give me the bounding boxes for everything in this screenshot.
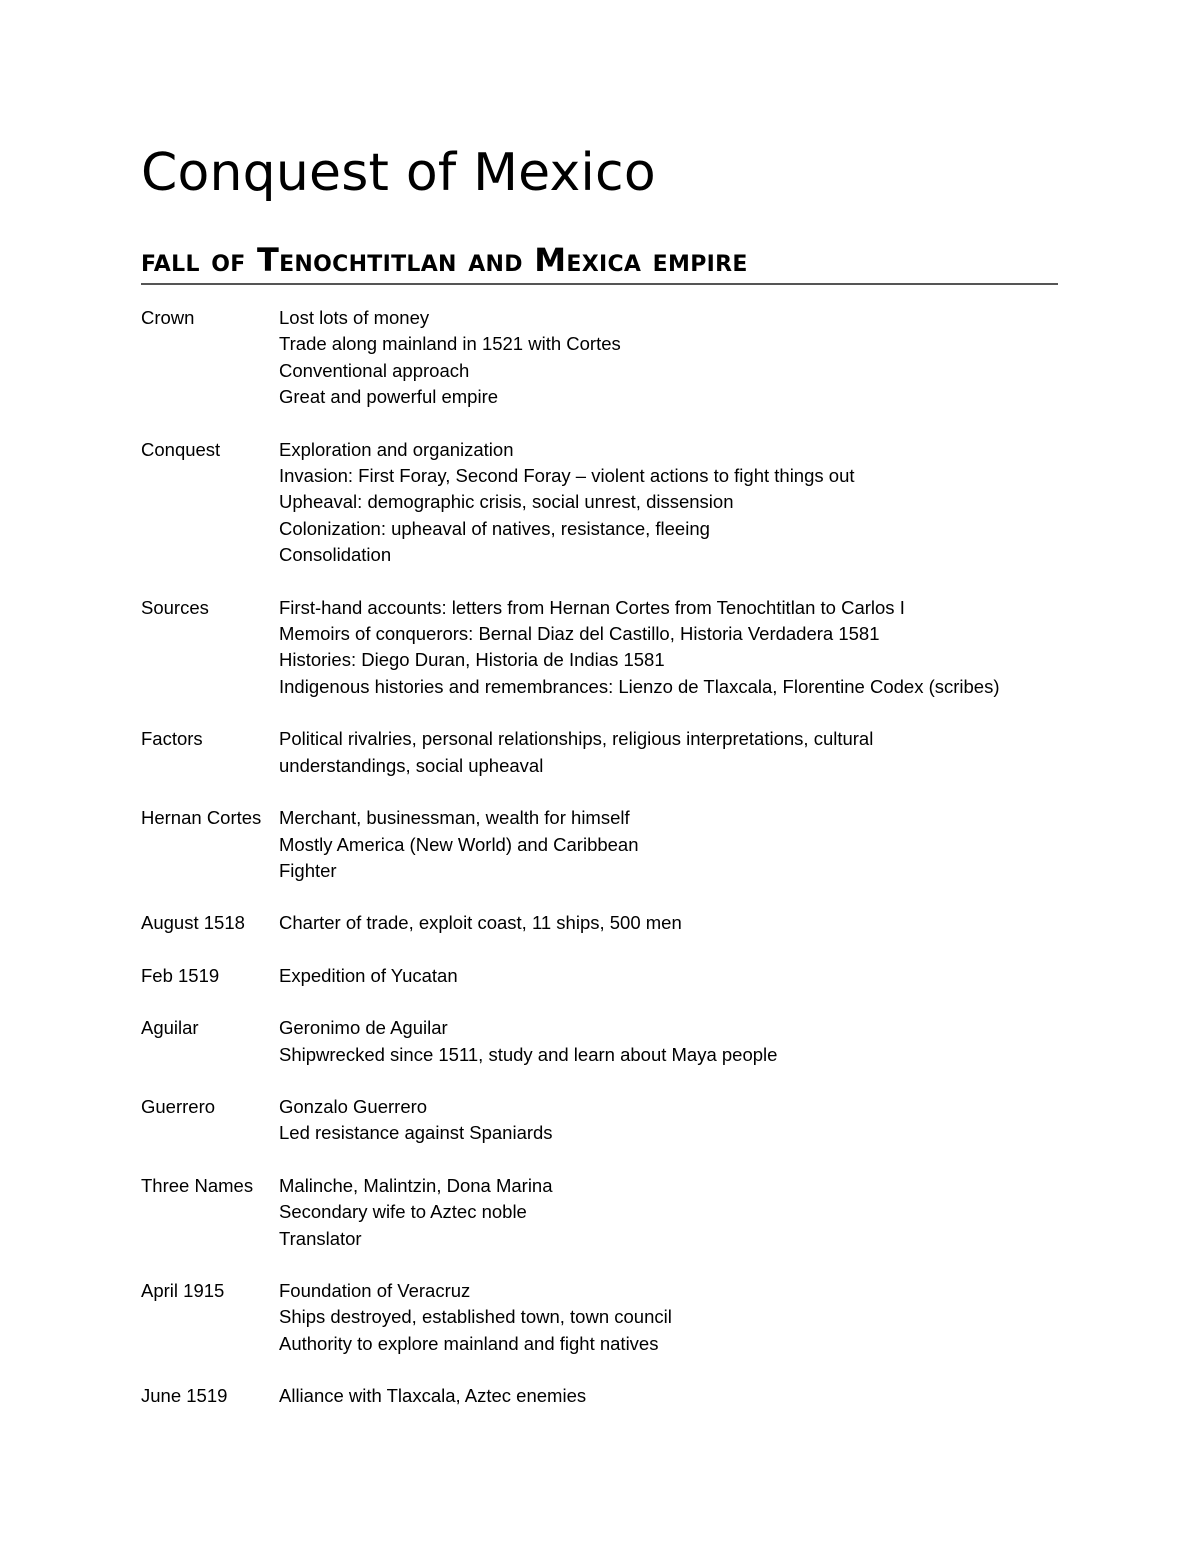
entry-term: Sources xyxy=(141,596,209,618)
entry-detail-line: Charter of trade, exploit coast, 11 ships, 500 men xyxy=(279,912,682,934)
entry-detail-line: Exploration and organization xyxy=(279,438,514,460)
entry-term: Factors xyxy=(141,728,203,750)
entry-details xyxy=(279,805,1058,884)
entry-detail-line: Memoirs of conquerors: Bernal Diaz del Castillo, Historia Verdadera 1581 xyxy=(279,623,880,645)
entry-detail-line: Foundation of Veracruz xyxy=(279,1279,471,1301)
entry-term: Aguilar xyxy=(141,1017,199,1039)
entry-detail-line: Trade along mainland in 1521 with Cortes xyxy=(279,333,621,355)
entry-term: Hernan Cortes xyxy=(141,807,262,829)
entry-detail-line: Invasion: First Foray, Second Foray – violent actions to fight things out xyxy=(279,465,855,487)
entry-detail-line: Conventional approach xyxy=(279,359,470,381)
note-entry xyxy=(141,1383,1058,1409)
entry-term: Crown xyxy=(141,307,195,328)
entry-term: Feb 1519 xyxy=(141,964,220,986)
section-heading: fall of Tenochtitlan and Mexica empire xyxy=(141,240,1058,285)
note-entry xyxy=(141,963,1058,989)
entry-detail-line: Colonization: upheaval of natives, resistance, fleeing xyxy=(279,517,710,539)
entry-detail-line: Geronimo de Aguilar xyxy=(279,1017,448,1039)
entry-detail-line: Fighter xyxy=(279,859,337,881)
entry-detail-line: Expedition of Yucatan xyxy=(279,964,458,986)
entry-detail-line: Indigenous histories and remembrances: Lienzo de Tlaxcala, Florentine Codex (scribes) xyxy=(279,675,1000,697)
note-entry xyxy=(141,1094,1058,1147)
entry-detail-line: Ships destroyed, established town, town council xyxy=(279,1306,672,1328)
entry-detail-line: Lost lots of money xyxy=(279,307,430,328)
note-entry xyxy=(141,595,1058,701)
entry-detail-line: Consolidation xyxy=(279,544,392,566)
entry-detail-line: understandings, social upheaval xyxy=(279,754,544,776)
entry-details xyxy=(279,595,1058,701)
entry-detail-line: Led resistance against Spaniards xyxy=(279,1122,553,1144)
entry-details xyxy=(279,437,1058,569)
entry-detail-line: Malinche, Malintzin, Dona Marina xyxy=(279,1174,553,1196)
entry-detail-line: Translator xyxy=(279,1227,362,1249)
entry-detail-line: Shipwrecked since 1511, study and learn about Maya people xyxy=(279,1043,778,1065)
note-entry xyxy=(141,805,1058,884)
entry-details xyxy=(279,963,1058,989)
entry-details xyxy=(279,1094,1058,1147)
entry-detail-line: Authority to explore mainland and fight natives xyxy=(279,1332,659,1354)
entry-term: Guerrero xyxy=(141,1095,216,1117)
note-entry xyxy=(141,1173,1058,1252)
entry-detail-line: Great and powerful empire xyxy=(279,386,499,408)
entry-term: June 1519 xyxy=(141,1385,228,1407)
note-entry xyxy=(141,1278,1058,1357)
entry-term: August 1518 xyxy=(141,912,245,934)
entry-detail-line: Secondary wife to Aztec noble xyxy=(279,1201,527,1223)
note-entry xyxy=(141,1015,1058,1068)
entry-detail-line: Gonzalo Guerrero xyxy=(279,1095,428,1117)
entry-term: April 1915 xyxy=(141,1279,225,1301)
entry-details xyxy=(279,305,1058,411)
note-entry xyxy=(141,910,1058,936)
entry-details xyxy=(279,1015,1058,1068)
entry-term: Three Names xyxy=(141,1174,254,1196)
entry-detail-line: Histories: Diego Duran, Historia de Indias 1581 xyxy=(279,649,665,671)
entry-detail-line: Merchant, businessman, wealth for himself xyxy=(279,807,630,829)
entry-details xyxy=(279,1383,1058,1409)
document-title: Conquest of Mexico xyxy=(141,143,656,203)
note-entry xyxy=(141,437,1058,569)
note-entry xyxy=(141,726,1058,779)
notes-list xyxy=(141,305,1058,1436)
entry-detail-line: Mostly America (New World) and Caribbean xyxy=(279,833,639,855)
entry-detail-line: Upheaval: demographic crisis, social unrest, dissension xyxy=(279,491,734,513)
entry-detail-line: First-hand accounts: letters from Hernan Cortes from Tenochtitlan to Carlos I xyxy=(279,596,905,618)
entry-details xyxy=(279,910,1058,936)
entry-term: Conquest xyxy=(141,438,221,460)
entry-detail-line: Political rivalries, personal relationships, religious interpretations, cultural xyxy=(279,728,874,750)
entry-details xyxy=(279,1278,1058,1357)
note-entry xyxy=(141,305,1058,411)
entry-detail-line: Alliance with Tlaxcala, Aztec enemies xyxy=(279,1385,587,1407)
entry-details xyxy=(279,726,1058,779)
entry-details xyxy=(279,1173,1058,1252)
